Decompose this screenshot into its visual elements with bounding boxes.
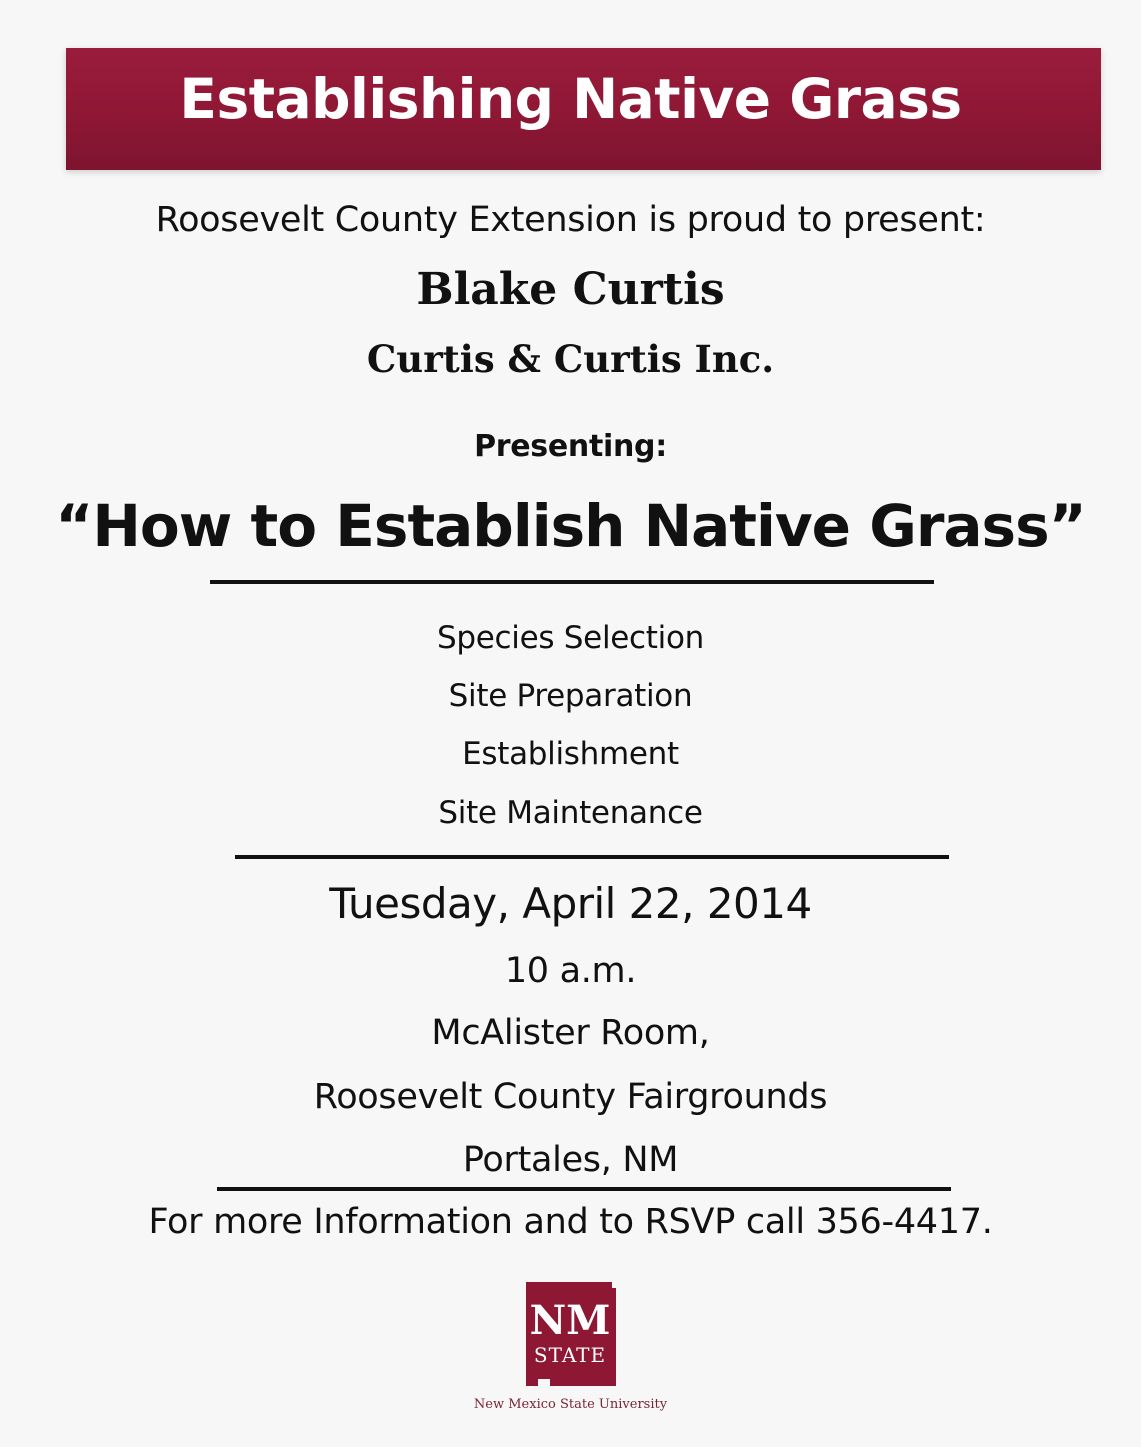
event-date: Tuesday, April 22, 2014 [329, 879, 812, 928]
presenting-label: Presenting: [474, 429, 667, 464]
topic-item: Establishment [462, 736, 679, 772]
nmsu-logo [520, 1282, 620, 1386]
logo-line-nm: NM [529, 1297, 611, 1344]
intro-text: Roosevelt County Extension is proud to present: [155, 200, 986, 240]
logo-caption: New Mexico State University [473, 1397, 668, 1412]
divider-middle [235, 855, 949, 859]
event-time: 10 a.m. [504, 951, 637, 991]
logo-line-state: STATE [533, 1343, 607, 1367]
speaker-name: Blake Curtis [416, 264, 725, 315]
flyer-title: Establishing Native Grass [179, 67, 962, 131]
topic-item: Site Preparation [448, 678, 693, 714]
venue-room: McAlister Room, [431, 1013, 710, 1053]
rsvp-text: For more Information and to RSVP call 356-4417. [148, 1202, 993, 1242]
topic-item: Species Selection [437, 620, 704, 656]
venue-city: Portales, NM [462, 1140, 679, 1180]
divider-top [210, 580, 934, 584]
talk-title: “How to Establish Native Grass” [55, 492, 1086, 560]
topic-item: Site Maintenance [438, 795, 703, 831]
divider-bottom [217, 1187, 951, 1191]
speaker-company: Curtis & Curtis Inc. [366, 337, 775, 381]
venue-place: Roosevelt County Fairgrounds [313, 1077, 828, 1117]
